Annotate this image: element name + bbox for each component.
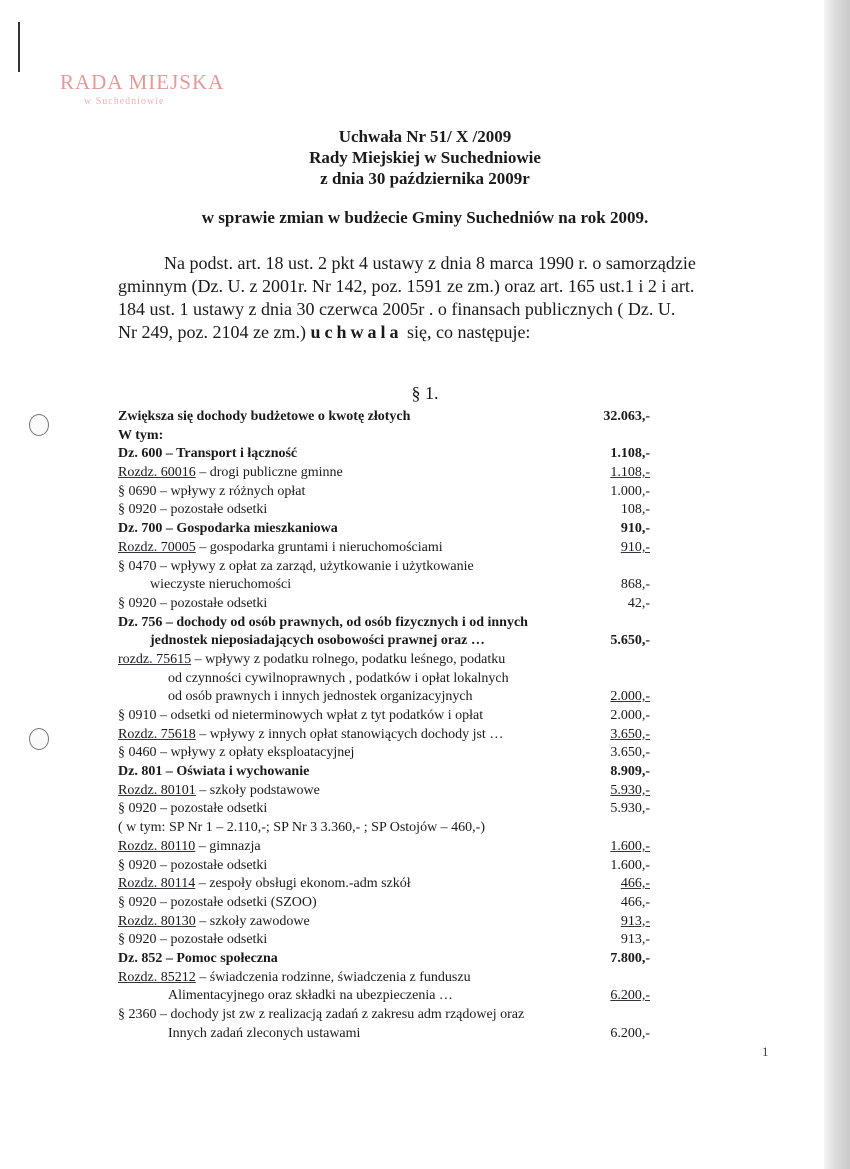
budget-row-label: § 0920 – pozostałe odsetki bbox=[118, 801, 268, 817]
budget-row-amount: 2.000,- bbox=[610, 708, 650, 723]
budget-row-amount: 7.800,- bbox=[610, 950, 650, 966]
budget-row-text bbox=[118, 895, 317, 910]
budget-row-label: Dz. 801 – Oświata i wychowanie bbox=[118, 764, 310, 780]
chapter-code: Rozdz. 80114 bbox=[118, 876, 196, 892]
budget-row-label: Dz. 700 – Gospodarka mieszkaniowa bbox=[118, 521, 338, 537]
budget-row-label: § 0470 – wpływy z opłat za zarząd, użytkowanie i użytkowanie bbox=[118, 558, 474, 574]
budget-row-label: § 0920 – pozostałe odsetki bbox=[118, 595, 268, 611]
budget-row bbox=[118, 726, 658, 745]
budget-row-amount: 913,- bbox=[620, 913, 650, 929]
budget-row bbox=[118, 520, 658, 539]
budget-row-label: – wpływy z innych opłat stanowiących dochody jst … bbox=[195, 726, 504, 742]
budget-row-amount: 1.600,- bbox=[610, 857, 650, 873]
budget-row bbox=[118, 800, 658, 819]
budget-row-text bbox=[118, 484, 305, 499]
resolution-date: z dnia 30 października 2009r bbox=[320, 169, 530, 188]
budget-row bbox=[118, 707, 658, 726]
budget-row-text bbox=[118, 540, 443, 555]
budget-row-text bbox=[118, 801, 267, 816]
budget-row-text bbox=[118, 820, 485, 835]
budget-row-label: jednostek nieposiadających osobowości prawnej oraz … bbox=[150, 633, 485, 649]
budget-row bbox=[118, 651, 658, 670]
budget-row-label: Dz. 756 – dochody od osób prawnych, od osób fizycznych i od innych bbox=[118, 614, 528, 630]
budget-row bbox=[118, 408, 658, 427]
resolution-subject: w sprawie zmian w budżecie Gminy Suchedniów na rok 2009. bbox=[201, 208, 649, 227]
budget-row-amount: 1.000,- bbox=[610, 483, 650, 499]
budget-row-amount: 466,- bbox=[620, 876, 650, 892]
budget-row bbox=[118, 931, 658, 950]
budget-row-text bbox=[118, 988, 453, 1003]
budget-row bbox=[118, 950, 658, 969]
budget-row-amount: 5.930,- bbox=[610, 801, 650, 817]
budget-row-label: Innych zadań zleconych ustawami bbox=[168, 1025, 361, 1041]
budget-row-text bbox=[118, 465, 343, 480]
legal-basis bbox=[118, 252, 758, 344]
legal-basis-line-4-start: Nr 249, poz. 2104 ze zm.) bbox=[118, 322, 311, 342]
legal-basis-line-3: 184 ust. 1 ustawy z dnia 30 czerwca 2005r . o finansach publicznych ( Dz. U. bbox=[118, 299, 676, 319]
budget-row-text bbox=[118, 932, 267, 947]
stamp-line-2: w Suchedniowie bbox=[84, 96, 165, 107]
budget-row-text bbox=[118, 745, 354, 760]
budget-row-amount: 108,- bbox=[620, 502, 650, 518]
legal-basis-line-4-end: się, co następuje: bbox=[402, 322, 531, 342]
budget-row-text bbox=[118, 409, 410, 424]
budget-row-text bbox=[118, 502, 267, 517]
budget-row-label: § 0920 – pozostałe odsetki bbox=[118, 857, 268, 873]
budget-row-text bbox=[118, 764, 309, 779]
budget-row-text bbox=[118, 858, 267, 873]
budget-row-label: od osób prawnych i innych jednostek organizacyjnych bbox=[168, 689, 473, 705]
chapter-code: Rozdz. 70005 bbox=[118, 539, 196, 555]
budget-row-amount: 1.108,- bbox=[610, 446, 650, 462]
budget-row bbox=[118, 913, 658, 932]
budget-row bbox=[118, 501, 658, 520]
budget-row-text bbox=[118, 521, 338, 536]
budget-row-label: – szkoły podstawowe bbox=[195, 782, 320, 798]
budget-row bbox=[118, 632, 658, 651]
budget-row-amount: 32.063,- bbox=[603, 409, 650, 424]
budget-row bbox=[118, 445, 658, 464]
budget-row-label: – wpływy z podatku rolnego, podatku leśnego, podatku bbox=[191, 651, 506, 667]
budget-row-text bbox=[118, 446, 297, 461]
chapter-code: Rozdz. 80101 bbox=[118, 782, 196, 798]
budget-row-label: – świadczenia rodzinne, świadczenia z funduszu bbox=[195, 969, 471, 985]
budget-row-amount: 1.108,- bbox=[610, 465, 650, 481]
budget-row-amount: 6.200,- bbox=[610, 1025, 650, 1041]
council-name: Rady Miejskiej w Suchedniowie bbox=[309, 148, 541, 167]
budget-row-amount: 913,- bbox=[620, 932, 650, 948]
budget-row-label: – gospodarka gruntami i nieruchomościami bbox=[195, 539, 443, 555]
budget-row bbox=[118, 595, 658, 614]
budget-row-amount: 1.600,- bbox=[610, 838, 650, 854]
punch-hole-top bbox=[29, 414, 49, 436]
budget-row-label: – zespoły obsługi ekonom.-adm szkół bbox=[195, 876, 411, 892]
budget-row bbox=[118, 894, 658, 913]
budget-row bbox=[118, 875, 658, 894]
budget-row bbox=[118, 838, 658, 857]
budget-row-text bbox=[118, 876, 411, 891]
budget-row-text bbox=[118, 615, 528, 630]
budget-row-label: od czynności cywilnoprawnych , podatków i opłat lokalnych bbox=[168, 670, 509, 686]
budget-row-label: – gimnazja bbox=[195, 838, 261, 854]
chapter-code: Rozdz. 80130 bbox=[118, 913, 196, 929]
chapter-code: Rozdz. 80110 bbox=[118, 838, 196, 854]
budget-row-text bbox=[118, 652, 505, 667]
paragraph-heading: § 1. bbox=[411, 383, 439, 403]
budget-row-text bbox=[118, 428, 163, 443]
resolves-word: uchwala bbox=[310, 322, 403, 342]
budget-row-amount: 42,- bbox=[627, 595, 650, 611]
budget-row bbox=[118, 1025, 658, 1044]
budget-row-label: Zwiększa się dochody budżetowe o kwotę złotych bbox=[118, 409, 411, 424]
budget-row-amount: 3.650,- bbox=[610, 745, 650, 761]
budget-row-label: § 0920 – pozostałe odsetki bbox=[118, 932, 268, 948]
budget-row-text bbox=[118, 671, 509, 686]
budget-row-text bbox=[118, 1026, 360, 1041]
resolution-number: Uchwała Nr 51/ X /2009 bbox=[338, 127, 512, 146]
chapter-code: Rozdz. 85212 bbox=[118, 969, 196, 985]
budget-row-text bbox=[118, 914, 310, 929]
budget-row bbox=[118, 744, 658, 763]
budget-row-text bbox=[118, 708, 483, 723]
budget-row-amount: 910,- bbox=[620, 521, 650, 537]
budget-row bbox=[118, 857, 658, 876]
budget-row-amount: 6.200,- bbox=[610, 988, 650, 1004]
punch-hole-bottom bbox=[29, 728, 49, 750]
margin-mark bbox=[18, 22, 20, 72]
legal-basis-line-1: Na podst. art. 18 ust. 2 pkt 4 ustawy z dnia 8 marca 1990 r. o samorządzie bbox=[164, 253, 696, 273]
budget-row bbox=[118, 427, 658, 446]
budget-row bbox=[118, 464, 658, 483]
chapter-code: Rozdz. 75618 bbox=[118, 726, 196, 742]
budget-row-text bbox=[118, 1007, 524, 1022]
budget-row-label: § 0690 – wpływy z różnych opłat bbox=[118, 483, 306, 499]
budget-row-amount: 868,- bbox=[620, 577, 650, 593]
budget-row-amount: 5.650,- bbox=[610, 633, 650, 649]
budget-row bbox=[118, 782, 658, 801]
budget-row bbox=[118, 969, 658, 988]
budget-row bbox=[118, 763, 658, 782]
council-stamp bbox=[60, 70, 224, 107]
budget-row-text bbox=[118, 689, 473, 704]
budget-row-text bbox=[118, 783, 320, 798]
budget-row bbox=[118, 819, 658, 838]
budget-row bbox=[118, 1006, 658, 1025]
budget-row-label: Dz. 600 – Transport i łączność bbox=[118, 446, 298, 462]
budget-row-amount: 3.650,- bbox=[610, 726, 650, 742]
budget-row-label: Dz. 852 – Pomoc społeczna bbox=[118, 950, 278, 966]
budget-row bbox=[118, 483, 658, 502]
budget-row-amount: 910,- bbox=[620, 539, 650, 555]
budget-row-text bbox=[118, 839, 261, 854]
budget-row-amount: 5.930,- bbox=[610, 782, 650, 798]
budget-row-label: § 0920 – pozostałe odsetki bbox=[118, 502, 268, 518]
legal-basis-line-2: gminnym (Dz. U. z 2001r. Nr 142, poz. 1591 ze zm.) oraz art. 165 ust.1 i 2 i art. bbox=[118, 276, 695, 296]
budget-row bbox=[118, 558, 658, 577]
budget-row-amount: 466,- bbox=[620, 894, 650, 910]
budget-row-label: Alimentacyjnego oraz składki na ubezpieczenia … bbox=[168, 988, 453, 1004]
legal-basis-line-4 bbox=[118, 321, 758, 344]
budget-row bbox=[118, 670, 658, 689]
budget-row-label: ( w tym: SP Nr 1 – 2.110,-; SP Nr 3 3.360,- ; SP Ostojów – 460,-) bbox=[118, 820, 486, 836]
page-number: 1 bbox=[762, 1044, 769, 1059]
resolution-header bbox=[0, 126, 850, 189]
budget-row bbox=[118, 688, 658, 707]
budget-items bbox=[118, 408, 658, 1043]
budget-row-label: § 0910 – odsetki od nieterminowych wpłat z tyt podatków i opłat bbox=[118, 708, 484, 723]
budget-row bbox=[118, 614, 658, 633]
budget-row bbox=[118, 576, 658, 595]
budget-row-text bbox=[118, 970, 471, 985]
budget-row-amount: 8.909,- bbox=[610, 764, 650, 780]
budget-row-label: § 0460 – wpływy z opłaty eksploatacyjnej bbox=[118, 745, 355, 761]
budget-row-text bbox=[118, 559, 474, 574]
budget-row bbox=[118, 987, 658, 1006]
budget-row-label: – drogi publiczne gminne bbox=[195, 465, 343, 481]
budget-row-label: wieczyste nieruchomości bbox=[150, 577, 292, 593]
chapter-code: rozdz. 75615 bbox=[118, 651, 192, 667]
stamp-line-1: RADA MIEJSKA bbox=[60, 70, 225, 94]
budget-row-label: § 0920 – pozostałe odsetki (SZOO) bbox=[118, 894, 317, 910]
budget-row-text bbox=[118, 727, 503, 742]
budget-row-label: – szkoły zawodowe bbox=[195, 913, 310, 929]
chapter-code: Rozdz. 60016 bbox=[118, 465, 196, 481]
budget-row-amount: 2.000,- bbox=[610, 689, 650, 705]
budget-row-label: § 2360 – dochody jst zw z realizacją zadań z zakresu adm rządowej oraz bbox=[118, 1007, 525, 1022]
budget-row-label: W tym: bbox=[118, 427, 164, 443]
budget-row-text bbox=[118, 633, 485, 648]
budget-row bbox=[118, 539, 658, 558]
budget-row-text bbox=[118, 951, 278, 966]
budget-row-text bbox=[118, 577, 291, 592]
budget-row-text bbox=[118, 596, 267, 611]
